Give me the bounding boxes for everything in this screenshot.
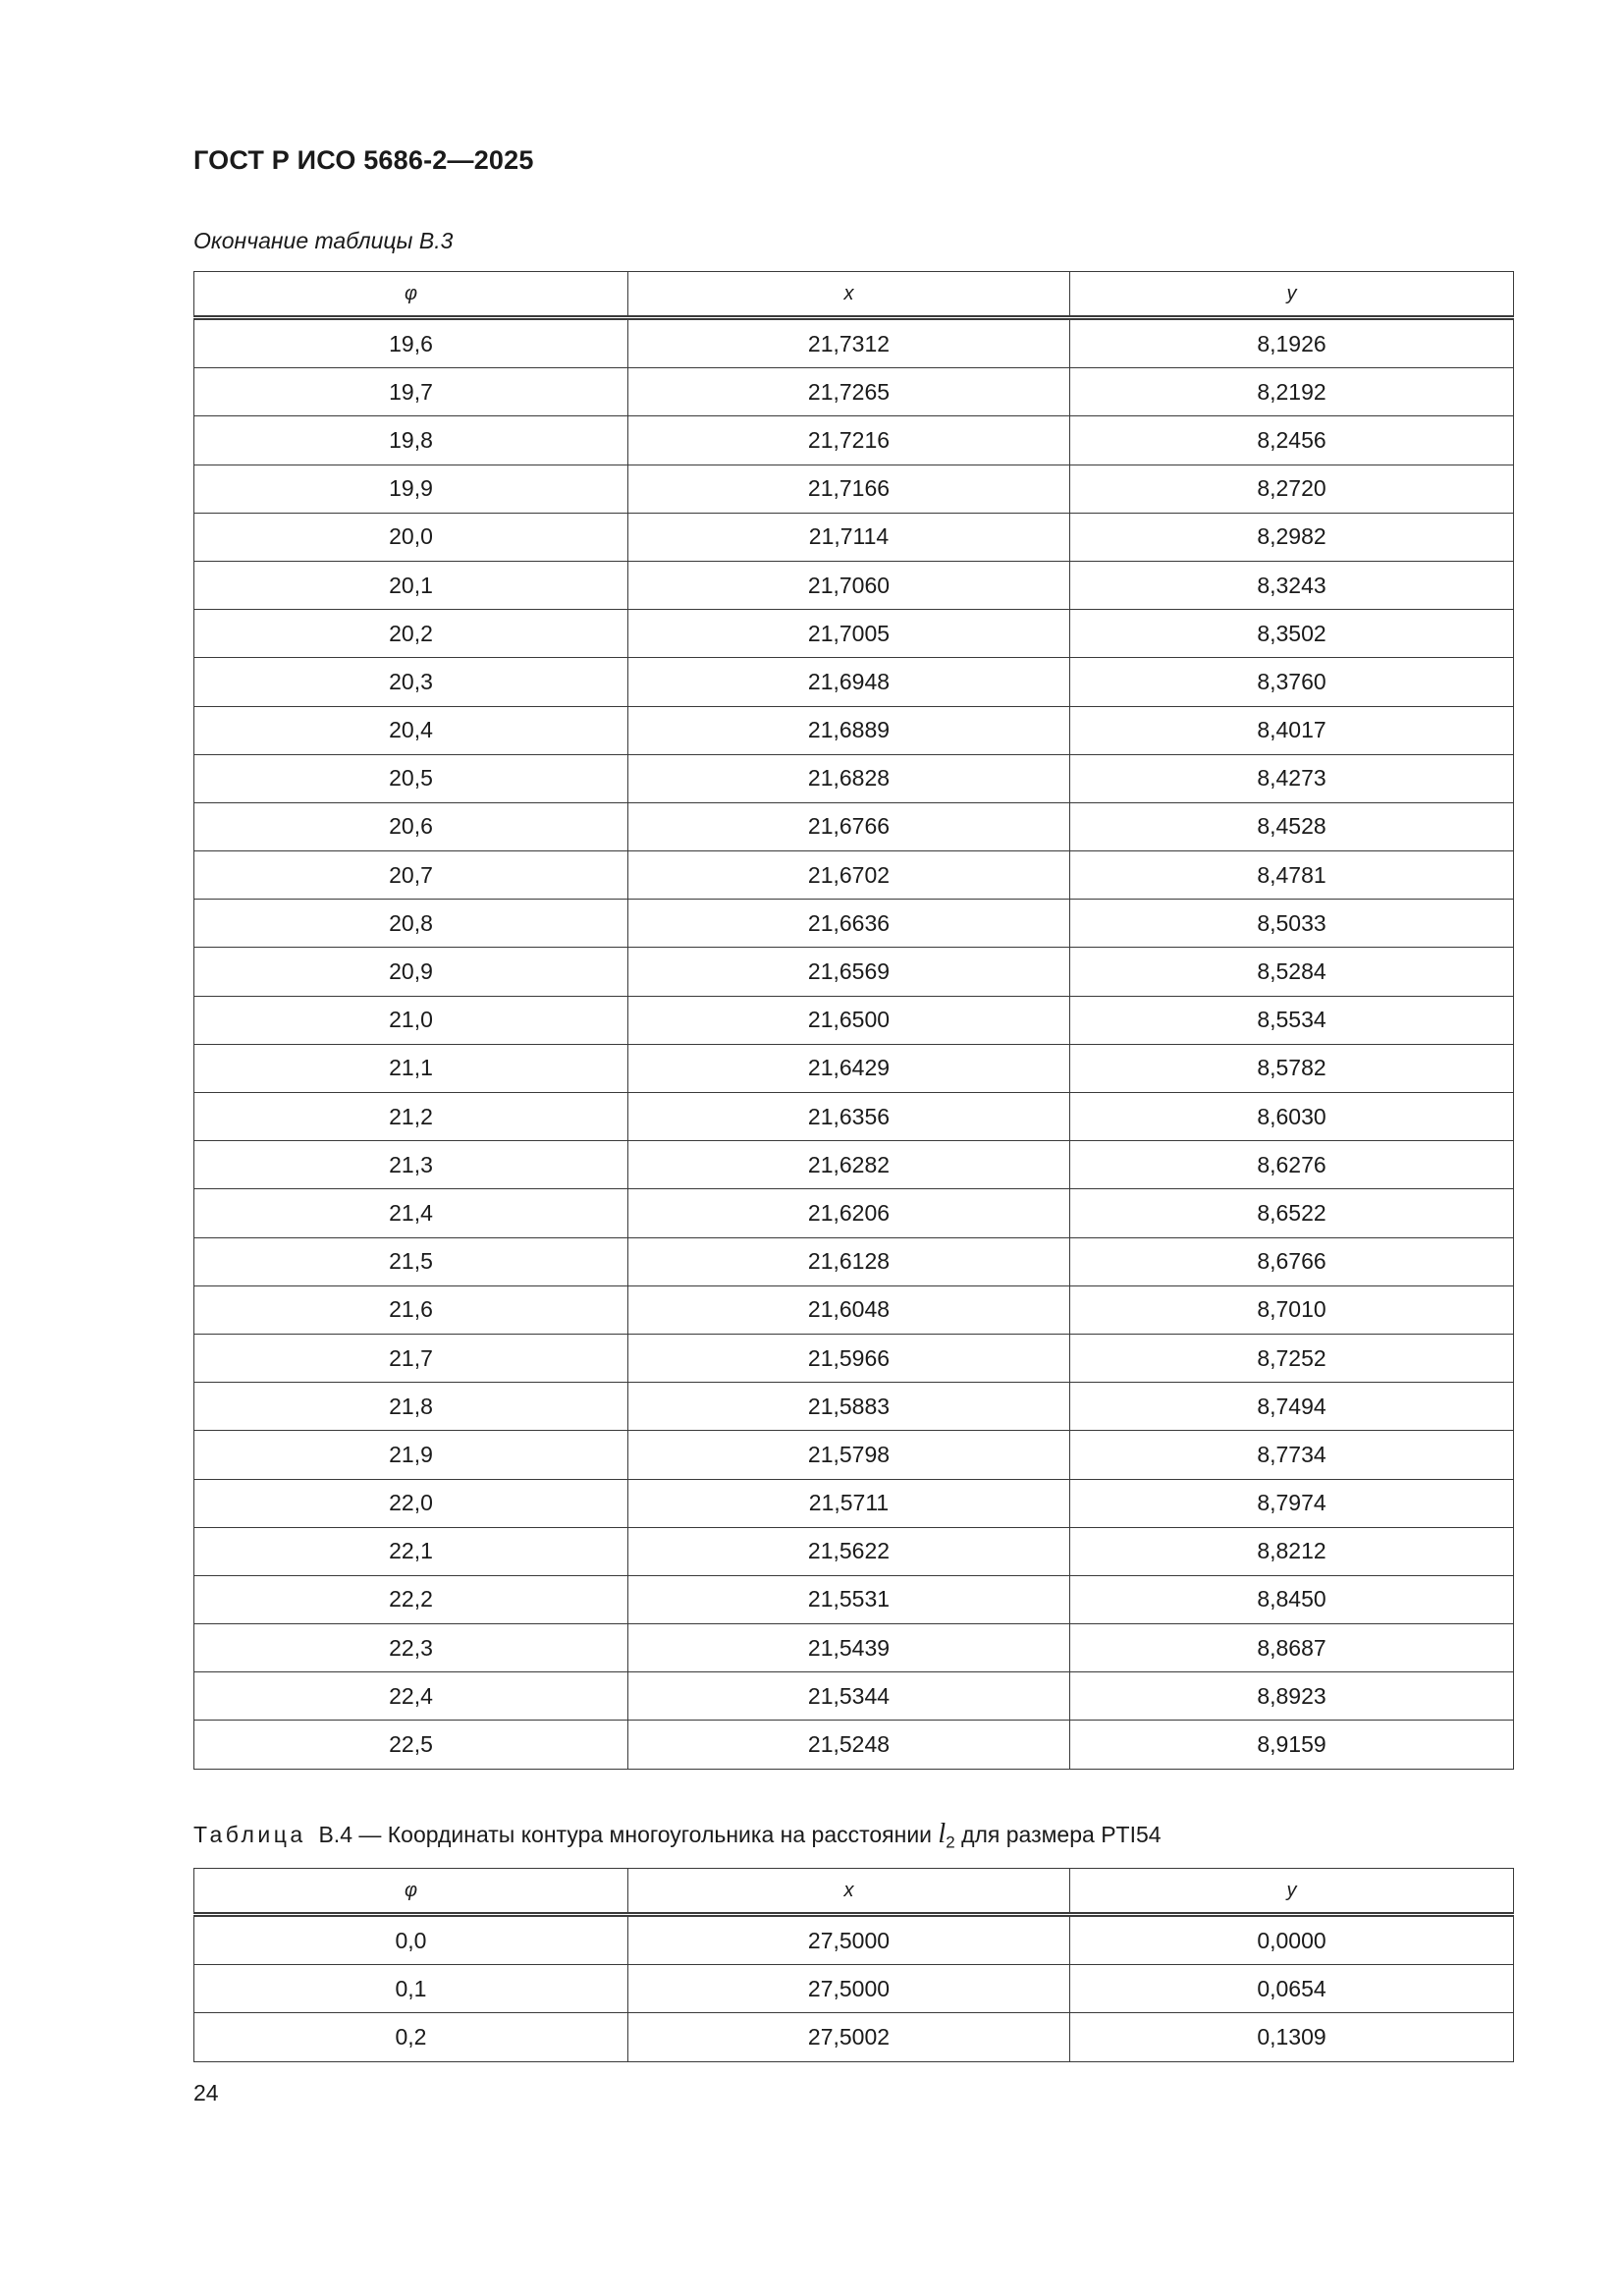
cell-phi: 0,1 [194, 1965, 628, 2013]
cell-y: 8,7494 [1070, 1383, 1514, 1431]
cell-x: 21,5711 [628, 1479, 1070, 1527]
cell-y: 0,1309 [1070, 2013, 1514, 2061]
cell-phi: 20,9 [194, 948, 628, 996]
cell-phi: 19,7 [194, 368, 628, 416]
table-row [194, 1237, 1514, 1285]
table-row [194, 1575, 1514, 1623]
column-header-x: x [628, 1869, 1070, 1915]
cell-x: 21,7060 [628, 561, 1070, 609]
cell-x: 21,5344 [628, 1672, 1070, 1721]
cell-x: 21,7166 [628, 465, 1070, 513]
cell-y: 8,2456 [1070, 416, 1514, 465]
table-row [194, 2013, 1514, 2061]
cell-y: 8,7010 [1070, 1285, 1514, 1334]
table-row [194, 1624, 1514, 1672]
cell-x: 21,7265 [628, 368, 1070, 416]
cell-y: 8,5782 [1070, 1044, 1514, 1092]
table-row [194, 416, 1514, 465]
cell-phi: 20,0 [194, 513, 628, 561]
cell-y: 8,1926 [1070, 318, 1514, 368]
table-row [194, 1189, 1514, 1237]
table-row [194, 948, 1514, 996]
cell-y: 0,0654 [1070, 1965, 1514, 2013]
table-b4-caption [193, 1819, 1162, 1853]
table-row [194, 1383, 1514, 1431]
table-b4 [193, 1868, 1514, 2062]
cell-x: 27,5002 [628, 2013, 1070, 2061]
column-header-x: x [628, 272, 1070, 318]
cell-x: 21,6702 [628, 851, 1070, 900]
cell-x: 21,6500 [628, 996, 1070, 1044]
column-header-phi: φ [194, 272, 628, 318]
cell-phi: 19,6 [194, 318, 628, 368]
table-b3 [193, 271, 1514, 1770]
cell-x: 21,6128 [628, 1237, 1070, 1285]
table-row [194, 318, 1514, 368]
cell-y: 8,4017 [1070, 706, 1514, 754]
table-row [194, 1965, 1514, 2013]
cell-x: 21,7312 [628, 318, 1070, 368]
cell-x: 21,5798 [628, 1431, 1070, 1479]
cell-y: 8,5033 [1070, 900, 1514, 948]
cell-x: 21,6206 [628, 1189, 1070, 1237]
table-row [194, 1093, 1514, 1141]
cell-x: 27,5000 [628, 1915, 1070, 1965]
table-caption-word: Таблица [193, 1822, 306, 1847]
cell-y: 8,9159 [1070, 1721, 1514, 1769]
table-row [194, 561, 1514, 609]
cell-x: 21,5531 [628, 1575, 1070, 1623]
cell-phi: 21,9 [194, 1431, 628, 1479]
cell-phi: 22,4 [194, 1672, 628, 1721]
table-row [194, 1527, 1514, 1575]
cell-x: 21,7005 [628, 610, 1070, 658]
table-row [194, 706, 1514, 754]
cell-phi: 20,6 [194, 802, 628, 850]
cell-x: 21,5966 [628, 1334, 1070, 1382]
cell-x: 21,6048 [628, 1285, 1070, 1334]
table-header-row [194, 1869, 1514, 1915]
table-row [194, 1431, 1514, 1479]
cell-x: 21,6569 [628, 948, 1070, 996]
cell-y: 8,2720 [1070, 465, 1514, 513]
cell-y: 8,7252 [1070, 1334, 1514, 1382]
cell-phi: 21,0 [194, 996, 628, 1044]
table-row [194, 465, 1514, 513]
table-row [194, 1672, 1514, 1721]
cell-x: 21,6948 [628, 658, 1070, 706]
cell-phi: 19,9 [194, 465, 628, 513]
cell-y: 8,7974 [1070, 1479, 1514, 1527]
table-caption-title: В.4 — Координаты контура многоугольника на расстоянии [318, 1822, 933, 1847]
table-row [194, 1044, 1514, 1092]
cell-x: 21,7216 [628, 416, 1070, 465]
cell-phi: 0,0 [194, 1915, 628, 1965]
cell-phi: 20,4 [194, 706, 628, 754]
table-row [194, 802, 1514, 850]
table-row [194, 1285, 1514, 1334]
cell-y: 8,8212 [1070, 1527, 1514, 1575]
table-row [194, 996, 1514, 1044]
cell-phi: 21,2 [194, 1093, 628, 1141]
table-caption-tail: для размера PTI54 [961, 1822, 1162, 1847]
table-row [194, 851, 1514, 900]
cell-x: 21,7114 [628, 513, 1070, 561]
cell-y: 8,2192 [1070, 368, 1514, 416]
cell-y: 8,6766 [1070, 1237, 1514, 1285]
cell-y: 8,5284 [1070, 948, 1514, 996]
cell-x: 21,6282 [628, 1141, 1070, 1189]
cell-phi: 21,1 [194, 1044, 628, 1092]
cell-phi: 22,3 [194, 1624, 628, 1672]
distance-variable-subscript: 2 [946, 1832, 955, 1852]
cell-phi: 21,7 [194, 1334, 628, 1382]
table-row [194, 368, 1514, 416]
cell-phi: 22,5 [194, 1721, 628, 1769]
table-row [194, 1479, 1514, 1527]
cell-phi: 22,2 [194, 1575, 628, 1623]
cell-phi: 20,5 [194, 754, 628, 802]
column-header-y: y [1070, 272, 1514, 318]
cell-x: 21,6766 [628, 802, 1070, 850]
cell-phi: 21,8 [194, 1383, 628, 1431]
table-header-row [194, 272, 1514, 318]
cell-y: 8,5534 [1070, 996, 1514, 1044]
cell-x: 21,6429 [628, 1044, 1070, 1092]
table-b3-body [194, 318, 1514, 1770]
cell-y: 8,8450 [1070, 1575, 1514, 1623]
table-row [194, 610, 1514, 658]
table-row [194, 658, 1514, 706]
cell-x: 21,5622 [628, 1527, 1070, 1575]
cell-phi: 20,2 [194, 610, 628, 658]
cell-y: 8,3760 [1070, 658, 1514, 706]
cell-phi: 22,0 [194, 1479, 628, 1527]
table-b4-body [194, 1915, 1514, 2062]
table-b3-continuation-caption: Окончание таблицы В.3 [193, 228, 454, 253]
page-number: 24 [193, 2080, 219, 2105]
cell-x: 21,6356 [628, 1093, 1070, 1141]
distance-variable: l [938, 1819, 947, 1849]
cell-phi: 20,3 [194, 658, 628, 706]
table-row [194, 754, 1514, 802]
cell-x: 21,5248 [628, 1721, 1070, 1769]
table-row [194, 1334, 1514, 1382]
cell-y: 8,3243 [1070, 561, 1514, 609]
cell-phi: 22,1 [194, 1527, 628, 1575]
cell-y: 8,6522 [1070, 1189, 1514, 1237]
document-header: ГОСТ Р ИСО 5686-2—2025 [193, 145, 534, 175]
cell-y: 8,8687 [1070, 1624, 1514, 1672]
cell-y: 8,8923 [1070, 1672, 1514, 1721]
cell-y: 8,6276 [1070, 1141, 1514, 1189]
cell-y: 8,4781 [1070, 851, 1514, 900]
cell-x: 21,6828 [628, 754, 1070, 802]
column-header-y: y [1070, 1869, 1514, 1915]
cell-x: 21,6636 [628, 900, 1070, 948]
cell-y: 8,6030 [1070, 1093, 1514, 1141]
cell-x: 21,5883 [628, 1383, 1070, 1431]
cell-phi: 21,5 [194, 1237, 628, 1285]
cell-y: 8,3502 [1070, 610, 1514, 658]
cell-phi: 19,8 [194, 416, 628, 465]
table-row [194, 1141, 1514, 1189]
cell-phi: 20,7 [194, 851, 628, 900]
cell-x: 21,6889 [628, 706, 1070, 754]
cell-y: 8,2982 [1070, 513, 1514, 561]
cell-phi: 21,3 [194, 1141, 628, 1189]
column-header-phi: φ [194, 1869, 628, 1915]
cell-y: 8,7734 [1070, 1431, 1514, 1479]
table-row [194, 513, 1514, 561]
cell-phi: 21,6 [194, 1285, 628, 1334]
cell-phi: 0,2 [194, 2013, 628, 2061]
table-row [194, 1721, 1514, 1769]
cell-y: 0,0000 [1070, 1915, 1514, 1965]
cell-phi: 21,4 [194, 1189, 628, 1237]
table-row [194, 1915, 1514, 1965]
table-row [194, 900, 1514, 948]
cell-phi: 20,1 [194, 561, 628, 609]
cell-phi: 20,8 [194, 900, 628, 948]
cell-y: 8,4273 [1070, 754, 1514, 802]
cell-x: 27,5000 [628, 1965, 1070, 2013]
cell-y: 8,4528 [1070, 802, 1514, 850]
cell-x: 21,5439 [628, 1624, 1070, 1672]
